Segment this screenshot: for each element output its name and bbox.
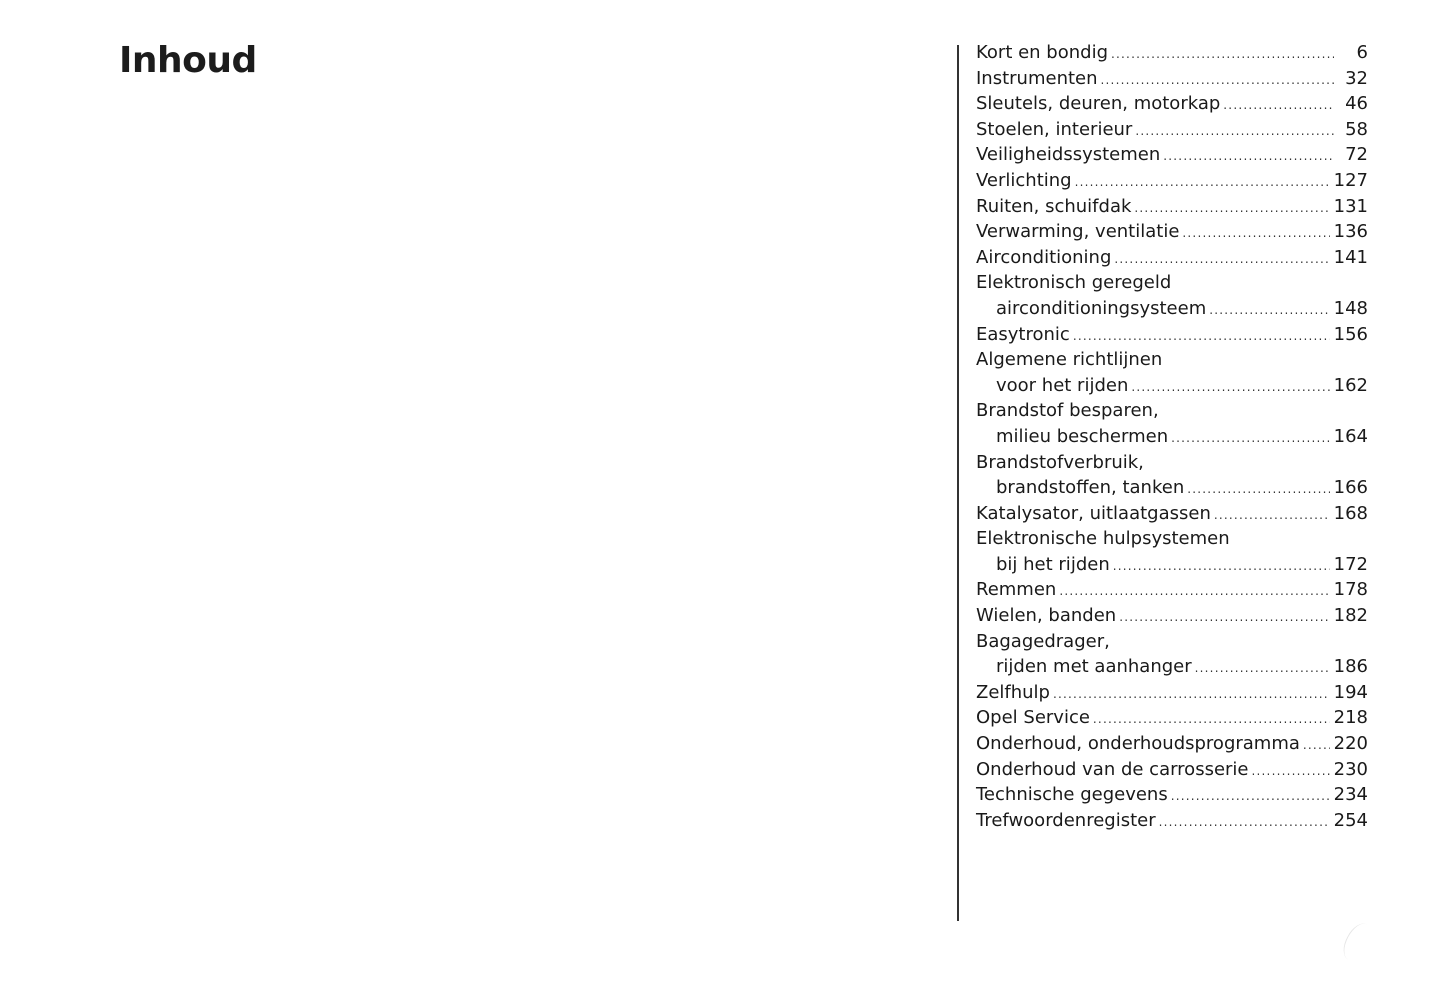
toc-entry[interactable] [976, 219, 1368, 245]
toc-entry[interactable] [976, 91, 1368, 117]
toc-entry-page-number: 46 [1345, 93, 1368, 115]
toc-entry-label: brandstoffen, tanken [996, 477, 1185, 499]
toc-entry-label: Wielen, banden [976, 605, 1117, 627]
toc-entry-label: Zelfhulp [976, 681, 1050, 703]
toc-entry-page-number: 178 [1333, 579, 1368, 601]
toc-entry-page-number: 136 [1333, 221, 1368, 243]
toc-entry-line [976, 808, 1368, 834]
toc-dot-leader [1135, 119, 1334, 145]
toc-entry-line [976, 347, 1368, 373]
toc-dot-leader [1111, 42, 1334, 68]
toc-dot-leader [1182, 221, 1329, 247]
toc-entry-page-number: 72 [1345, 144, 1368, 166]
toc-entry-line [976, 66, 1368, 92]
toc-entry-line [976, 680, 1368, 706]
toc-entry-page-number: 127 [1333, 169, 1368, 191]
toc-entry-continuation [976, 552, 1368, 578]
toc-entry-label: Veiligheidssystemen [976, 144, 1161, 166]
toc-entry-line [976, 705, 1368, 731]
toc-entry-label: Remmen [976, 579, 1057, 601]
toc-entry-label: rijden met aanhanger [996, 656, 1192, 678]
toc-entry[interactable] [976, 194, 1368, 220]
toc-entry[interactable] [976, 757, 1368, 783]
toc-entry-label: milieu beschermen [996, 425, 1169, 447]
toc-entry-label: Verlichting [976, 169, 1072, 191]
toc-entry-line [976, 322, 1368, 348]
toc-entry-label: Technische gegevens [976, 784, 1168, 806]
toc-entry[interactable] [976, 603, 1368, 629]
toc-entry[interactable] [976, 680, 1368, 706]
toc-entry-continuation [976, 654, 1368, 680]
toc-entry[interactable] [976, 322, 1368, 348]
toc-dot-leader [1119, 605, 1329, 631]
toc-entry-line [976, 219, 1368, 245]
toc-entry[interactable] [976, 66, 1368, 92]
toc-dot-leader [1195, 656, 1330, 682]
toc-entry-line [976, 142, 1368, 168]
toc-entry-label: voor het rijden [996, 374, 1129, 396]
toc-entry-label: Onderhoud, onderhoudsprogramma [976, 733, 1300, 755]
toc-entry-label: Elektronisch geregeld [976, 272, 1172, 294]
toc-entry-label: Elektronische hulpsystemen [976, 528, 1230, 550]
toc-entry-line [976, 501, 1368, 527]
toc-dot-leader [1303, 733, 1330, 759]
toc-entry-page-number: 6 [1356, 42, 1368, 63]
toc-entry[interactable] [976, 526, 1368, 577]
toc-entry-line [976, 603, 1368, 629]
toc-entry-page-number: 156 [1333, 323, 1368, 345]
page-title: Inhoud [119, 40, 257, 81]
toc-dot-leader [1252, 759, 1330, 785]
toc-entry-page-number: 254 [1333, 809, 1368, 831]
toc-entry-label: Sleutels, deuren, motorkap [976, 93, 1221, 115]
toc-entry-line [976, 245, 1368, 271]
toc-entry-line [976, 450, 1368, 476]
toc-entry-line [976, 91, 1368, 117]
toc-entry-page-number: 141 [1333, 246, 1368, 268]
table-of-contents [976, 40, 1368, 833]
toc-dot-leader [1053, 682, 1330, 708]
toc-entry-line [976, 577, 1368, 603]
toc-entry-label: Brandstof besparen, [976, 400, 1159, 422]
toc-entry[interactable] [976, 450, 1368, 501]
toc-entry-page-number: 162 [1333, 374, 1368, 396]
toc-entry-page-number: 172 [1333, 553, 1368, 575]
toc-entry-label: bij het rijden [996, 553, 1110, 575]
toc-entry-page-number: 230 [1333, 758, 1368, 780]
toc-dot-leader [1093, 707, 1330, 733]
toc-entry-label: Katalysator, uitlaatgassen [976, 502, 1211, 524]
toc-entry-line [976, 168, 1368, 194]
toc-dot-leader [1073, 324, 1330, 350]
toc-entry[interactable] [976, 142, 1368, 168]
toc-entry-line [976, 398, 1368, 424]
toc-entry-label: Trefwoordenregister [976, 809, 1156, 831]
toc-entry[interactable] [976, 40, 1368, 66]
toc-entry-label: Instrumenten [976, 67, 1098, 89]
toc-entry-page-number: 194 [1333, 681, 1368, 703]
toc-entry[interactable] [976, 270, 1368, 321]
toc-dot-leader [1159, 810, 1330, 836]
toc-dot-leader [1223, 93, 1334, 119]
toc-entry[interactable] [976, 577, 1368, 603]
scan-mark [1338, 919, 1377, 965]
toc-entry-label: Airconditioning [976, 246, 1112, 268]
toc-entry-page-number: 58 [1345, 118, 1368, 140]
toc-dot-leader [1209, 298, 1329, 324]
toc-entry[interactable] [976, 782, 1368, 808]
toc-entry-line [976, 782, 1368, 808]
toc-entry-label: Kort en bondig [976, 42, 1109, 63]
toc-entry-page-number: 220 [1333, 733, 1368, 755]
toc-entry[interactable] [976, 117, 1368, 143]
toc-entry[interactable] [976, 629, 1368, 680]
toc-entry-page-number: 131 [1333, 195, 1368, 217]
toc-entry-page-number: 186 [1333, 656, 1368, 678]
toc-dot-leader [1171, 426, 1330, 452]
toc-dot-leader [1131, 375, 1329, 401]
toc-dot-leader [1214, 503, 1330, 529]
toc-entry-line [976, 526, 1368, 552]
toc-dot-leader [1101, 68, 1334, 94]
toc-dot-leader [1059, 579, 1329, 605]
toc-entry-label: Verwarming, ventilatie [976, 221, 1180, 243]
toc-entry-line [976, 40, 1368, 66]
toc-entry[interactable] [976, 501, 1368, 527]
toc-entry-label: airconditioningsysteem [996, 297, 1207, 319]
toc-entry[interactable] [976, 245, 1368, 271]
toc-entry[interactable] [976, 398, 1368, 449]
toc-entry-label: Onderhoud van de carrosserie [976, 758, 1249, 780]
toc-dot-leader [1114, 247, 1329, 273]
toc-entry-continuation [976, 475, 1368, 501]
toc-entry-line [976, 270, 1368, 296]
toc-entry-continuation [976, 424, 1368, 450]
toc-entry-label: Opel Service [976, 707, 1090, 729]
toc-entry[interactable] [976, 705, 1368, 731]
toc-entry[interactable] [976, 808, 1368, 834]
toc-entry-label: Ruiten, schuifdak [976, 195, 1132, 217]
toc-dot-leader [1113, 554, 1330, 580]
toc-entry-line [976, 117, 1368, 143]
toc-entry-line [976, 194, 1368, 220]
column-divider [957, 45, 959, 921]
toc-entry-continuation [976, 373, 1368, 399]
toc-dot-leader [1171, 784, 1330, 810]
toc-entry-page-number: 218 [1333, 707, 1368, 729]
toc-entry-label: Bagagedrager, [976, 630, 1110, 652]
toc-entry-continuation [976, 296, 1368, 322]
toc-entry-page-number: 234 [1333, 784, 1368, 806]
toc-dot-leader [1075, 170, 1330, 196]
toc-entry-page-number: 32 [1345, 67, 1368, 89]
toc-entry-line [976, 731, 1368, 757]
toc-dot-leader [1134, 196, 1329, 222]
toc-entry-line [976, 757, 1368, 783]
toc-entry-page-number: 166 [1333, 477, 1368, 499]
toc-entry-page-number: 168 [1333, 502, 1368, 524]
toc-entry[interactable] [976, 347, 1368, 398]
toc-entry-label: Easytronic [976, 323, 1070, 345]
toc-entry-page-number: 182 [1333, 605, 1368, 627]
toc-entry[interactable] [976, 168, 1368, 194]
toc-entry-line [976, 629, 1368, 655]
toc-entry-label: Brandstofverbruik, [976, 451, 1144, 473]
toc-entry-page-number: 148 [1333, 297, 1368, 319]
toc-entry-label: Stoelen, interieur [976, 118, 1133, 140]
toc-entry-label: Algemene richtlijnen [976, 349, 1163, 371]
toc-entry[interactable] [976, 731, 1368, 757]
toc-dot-leader [1187, 477, 1329, 503]
toc-entry-page-number: 164 [1333, 425, 1368, 447]
toc-dot-leader [1163, 144, 1334, 170]
